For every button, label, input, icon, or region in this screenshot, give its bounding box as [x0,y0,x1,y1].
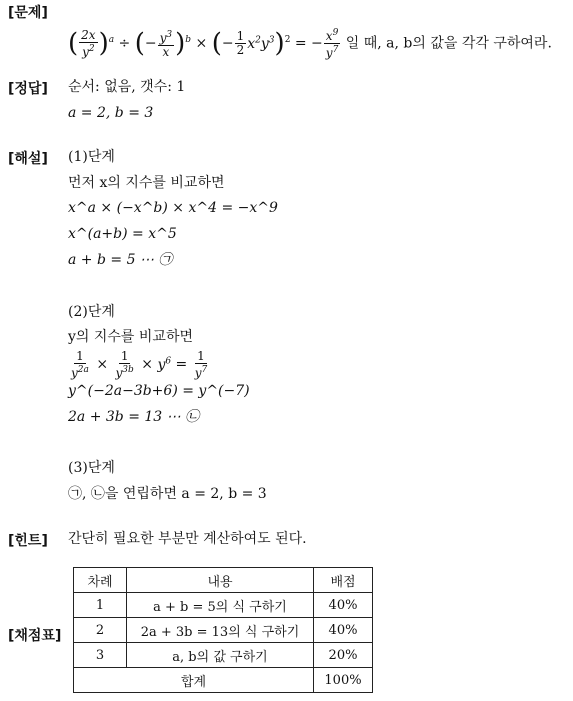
rubric-table [73,567,373,693]
problem-suffix: 일 때, a, b의 값을 각각 구하여라. [345,35,552,52]
problem-label: [문제] [8,5,48,21]
table-row [74,618,373,643]
step1-text: 먼저 x의 지수를 비교하면 [68,175,225,191]
step1-eq3: a + b = 5 ⋯ ㉠ [68,252,173,268]
table-header-row [74,568,373,593]
step3-text: ㉠, ㉡을 연립하면 a = 2, b = 3 [68,486,267,502]
row-content: a, b의 값 구하기 [127,643,314,668]
step1-title: (1)단계 [68,149,115,165]
answer-label: [정답] [8,81,48,97]
step2-eq3: 2a + 3b = 13 ⋯ ㉡ [68,409,200,425]
step1-eq2: x^(a+b) = x^5 [68,226,177,242]
header-content: 내용 [127,568,314,593]
header-order: 차례 [74,568,127,593]
row-content: a + b = 5의 식 구하기 [127,593,314,618]
step2-text: y의 지수를 비교하면 [68,329,194,345]
explanation-label: [해설] [8,151,48,167]
table-total-row [74,668,373,693]
row-points: 40% [314,618,373,643]
header-points: 배점 [314,568,373,593]
total-value: 100% [314,668,373,693]
step2-eq2: y^(−2a−3b+6) = y^(−7) [68,383,250,399]
row-order: 1 [74,593,127,618]
table-row [74,643,373,668]
hint-label: [힌트] [8,533,48,549]
rubric-label: [채점표] [8,628,62,644]
row-order: 3 [74,643,127,668]
hint-text: 간단히 필요한 부분만 계산하여도 된다. [68,531,307,547]
row-points: 40% [314,593,373,618]
step1-eq1: x^a × (−x^b) × x^4 = −x^9 [68,200,278,216]
row-points: 20% [314,643,373,668]
step2-eq1: $\frac{1}{y^{2a}}$ × $\frac{1}{y^{3b}}$ × $y^6$ = $\frac{1}{y^7}$ [71,348,208,380]
answer-line2: a = 2, b = 3 [68,105,154,121]
step2-title: (2)단계 [68,304,115,320]
row-content: 2a + 3b = 13의 식 구하기 [127,618,314,643]
answer-line1: 순서: 없음, 갯수: 1 [68,79,186,95]
step3-title: (3)단계 [68,460,115,476]
problem-equation: ( $\frac{2x}{y^2}$ )$^a$ ÷ (− $\frac{y^3}{x}$ )$^b$ × (− $\frac{1}{2}$ $x^2y^3)^2$ = − $\frac{x^9}{y^7}$ 일 때, a, b의 값을 각각 구하여라. [68,27,552,61]
row-order: 2 [74,618,127,643]
table-row [74,593,373,618]
total-label: 합계 [74,668,314,693]
